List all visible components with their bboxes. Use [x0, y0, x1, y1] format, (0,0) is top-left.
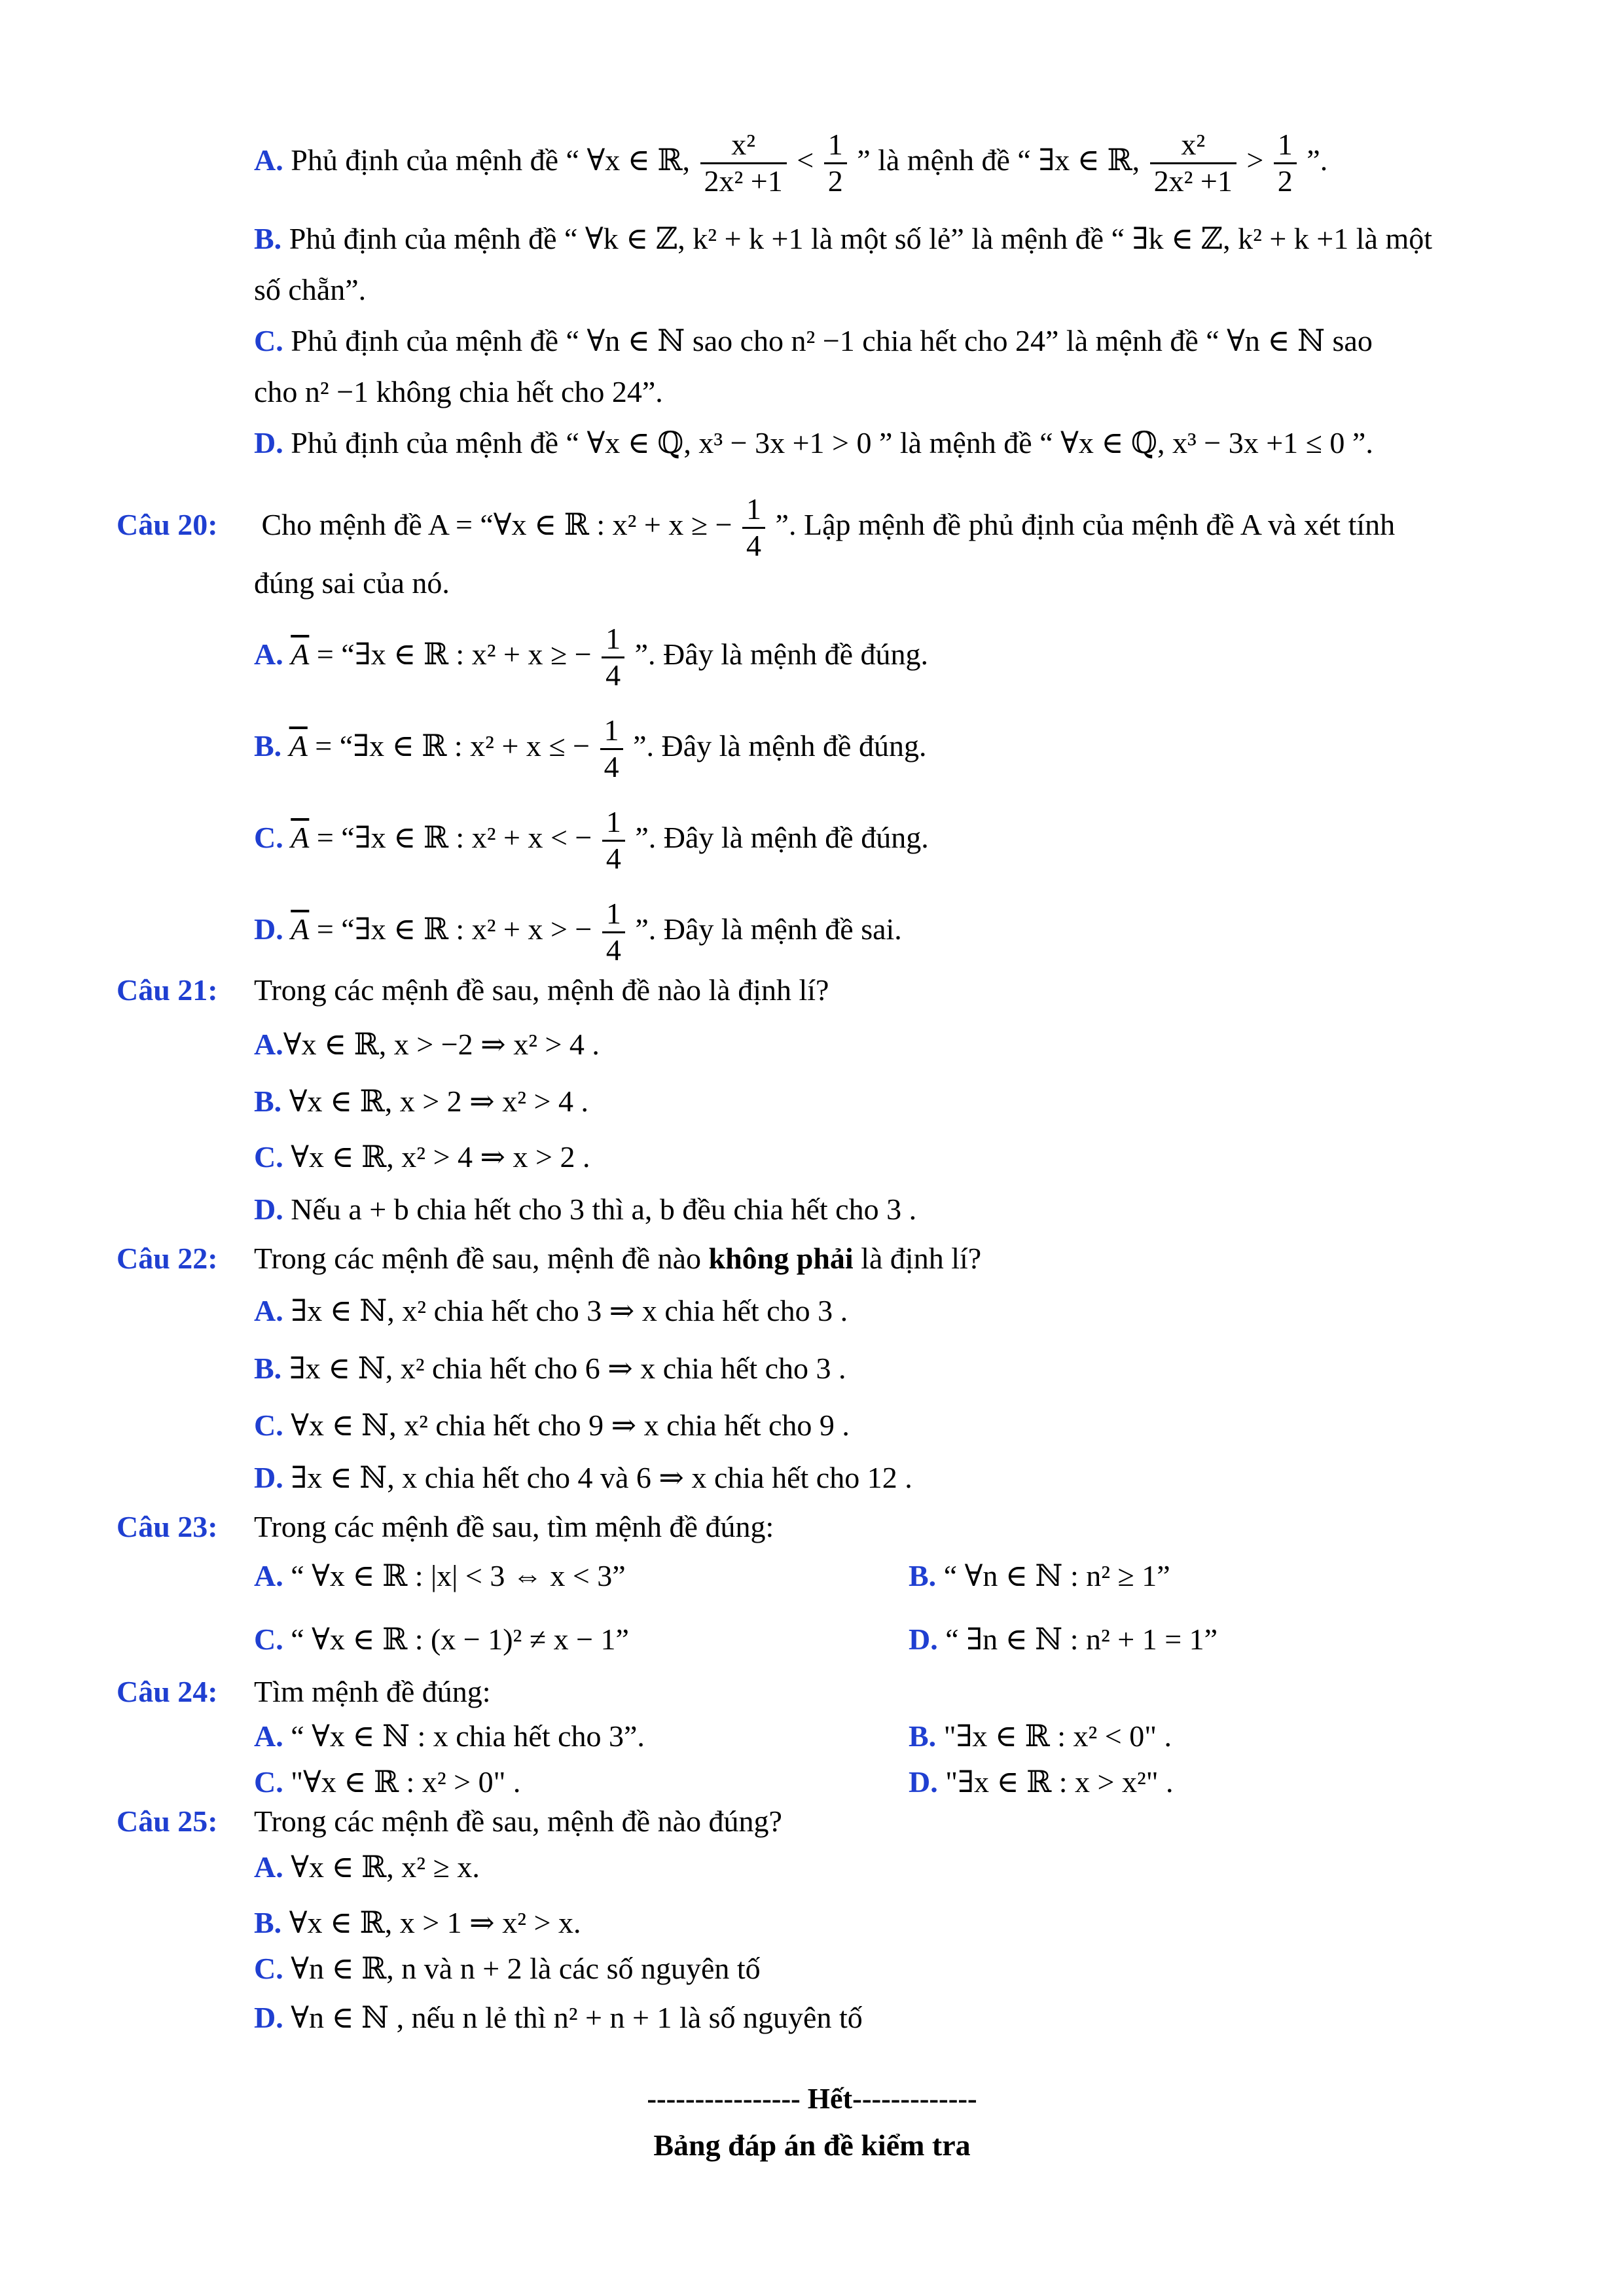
- q24-option-b: B. "∃x ∈ ℝ : x² < 0" .: [909, 1719, 1172, 1753]
- q25-stem: Câu 25: Trong các mệnh đề sau, mệnh đề nào đúng?: [117, 1804, 782, 1838]
- q21-stem: Câu 21: Trong các mệnh đề sau, mệnh đề nào là định lí?: [117, 973, 829, 1007]
- q23-option-c: C. “ ∀x ∈ ℝ : (x − 1)² ≠ x − 1”: [254, 1623, 629, 1656]
- q22-option-d: D. ∃x ∈ ℕ, x chia hết cho 4 và 6 ⇒ x chia hết cho 12 .: [254, 1461, 912, 1494]
- q20-option-a: A. $\overline{A}$ = “∃x ∈ ℝ : x² + x ≥ − $\frac{1}{4}$ ”. Đây là mệnh đề đúng.: [254, 622, 929, 692]
- q22-option-a: A. ∃x ∈ ℕ, x² chia hết cho 3 ⇒ x chia hết cho 3 .: [254, 1294, 848, 1327]
- fraction: $\frac{1}{4}$: [602, 622, 624, 693]
- q19-option-c-cont: cho n² −1 không chia hết cho 24”.: [254, 375, 663, 408]
- q22-option-c: C. ∀x ∈ ℕ, x² chia hết cho 9 ⇒ x chia hết cho 9 .: [254, 1408, 850, 1442]
- fraction: $\frac{1}{4}$: [602, 897, 625, 968]
- end-marker: ---------------- Hết-------------: [647, 2083, 977, 2115]
- q21-option-a: A.∀x ∈ ℝ, x > −2 ⇒ x² > 4 .: [254, 1028, 600, 1061]
- q23-option-b: B. “ ∀n ∈ ℕ : n² ≥ 1”: [909, 1559, 1170, 1592]
- q19-option-b: B. Phủ định của mệnh đề “ ∀k ∈ ℤ, k² + k +1 là một số lẻ” là mệnh đề “ ∃k ∈ ℤ, k² + k +1 là một: [254, 222, 1433, 255]
- option-label: A.: [254, 143, 283, 177]
- q24-option-a: A. “ ∀x ∈ ℕ : x chia hết cho 3”.: [254, 1719, 645, 1753]
- q20-option-b: B. $\overline{A}$ = “∃x ∈ ℝ : x² + x ≤ − $\frac{1}{4}$ ”. Đây là mệnh đề đúng.: [254, 713, 927, 783]
- q19-option-b-cont: số chẵn”.: [254, 273, 367, 306]
- q23-stem: Câu 23: Trong các mệnh đề sau, tìm mệnh đề đúng:: [117, 1510, 774, 1543]
- fraction: $\frac{1}{4}$: [742, 492, 765, 564]
- q19-option-c: C. Phủ định của mệnh đề “ ∀n ∈ ℕ sao cho n² −1 chia hết cho 24” là mệnh đề “ ∀n ∈ ℕ sao: [254, 324, 1373, 357]
- q20-option-c: C. $\overline{A}$ = “∃x ∈ ℝ : x² + x < − $\frac{1}{4}$ ”. Đây là mệnh đề đúng.: [254, 805, 929, 875]
- q24-stem: Câu 24: Tìm mệnh đề đúng:: [117, 1675, 491, 1708]
- answer-table-title: Bảng đáp án đề kiểm tra: [653, 2128, 971, 2162]
- fraction: $\frac{\text{x²}}{\text{2x² +1}}$: [700, 128, 787, 199]
- q25-option-a: A. ∀x ∈ ℝ, x² ≥ x.: [254, 1850, 480, 1884]
- q21-option-b: B. ∀x ∈ ℝ, x > 2 ⇒ x² > 4 .: [254, 1085, 588, 1118]
- q21-option-c: C. ∀x ∈ ℝ, x² > 4 ⇒ x > 2 .: [254, 1140, 590, 1174]
- q20-option-d: D. $\overline{A}$ = “∃x ∈ ℝ : x² + x > − $\frac{1}{4}$ ”. Đây là mệnh đề sai.: [254, 897, 902, 967]
- q22-stem: Câu 22: Trong các mệnh đề sau, mệnh đề nào không phải là định lí?: [117, 1242, 982, 1275]
- q19-option-d: D. Phủ định của mệnh đề “ ∀x ∈ ℚ, x³ − 3x +1 > 0 ” là mệnh đề “ ∀x ∈ ℚ, x³ − 3x +1 ≤ 0 ”.: [254, 426, 1373, 459]
- fraction: $\frac{1}{2}$: [824, 128, 847, 199]
- q24-option-d: D. "∃x ∈ ℝ : x > x²" .: [909, 1765, 1174, 1799]
- question-number: Câu 20:: [117, 507, 218, 541]
- fraction: $\frac{1}{2}$: [1274, 128, 1297, 199]
- fraction: $\frac{1}{4}$: [602, 805, 625, 876]
- q19-option-a: A. Phủ định của mệnh đề “ ∀x ∈ ℝ, $\frac{\text{x²}}{\text{2x² +1}}$ < $\frac{1}{2}$ ” là mệnh đề “ ∃x ∈ ℝ, $\frac{\text{x²}}{\text{2x² +1}}$ > $\frac{1}{2}$ ”.: [254, 128, 1328, 198]
- q20-stem: Câu 20: Cho mệnh đề A = “∀x ∈ ℝ : x² + x ≥ − $\frac{1}{4}$ ”. Lập mệnh đề phủ định của mệnh đề A và xét tính: [117, 492, 1396, 562]
- q23-option-d: D. “ ∃n ∈ ℕ : n² + 1 = 1”: [909, 1623, 1218, 1656]
- fraction: $\frac{1}{4}$: [600, 713, 623, 785]
- q24-option-c: C. "∀x ∈ ℝ : x² > 0" .: [254, 1765, 521, 1799]
- q23-option-a: A. “ ∀x ∈ ℝ : |x| < 3 ⇔ x < 3”: [254, 1559, 626, 1592]
- q22-option-b: B. ∃x ∈ ℕ, x² chia hết cho 6 ⇒ x chia hết cho 3 .: [254, 1352, 846, 1385]
- q20-stem-cont: đúng sai của nó.: [254, 566, 450, 600]
- q21-option-d: D. Nếu a + b chia hết cho 3 thì a, b đều chia hết cho 3 .: [254, 1193, 917, 1226]
- q25-option-c: C. ∀n ∈ ℝ, n và n + 2 là các số nguyên tố: [254, 1952, 761, 1985]
- q25-option-b: B. ∀x ∈ ℝ, x > 1 ⇒ x² > x.: [254, 1906, 581, 1939]
- q25-option-d: D. ∀n ∈ ℕ , nếu n lẻ thì n² + n + 1 là số nguyên tố: [254, 2001, 863, 2034]
- fraction: $\frac{\text{x²}}{\text{2x² +1}}$: [1150, 128, 1236, 199]
